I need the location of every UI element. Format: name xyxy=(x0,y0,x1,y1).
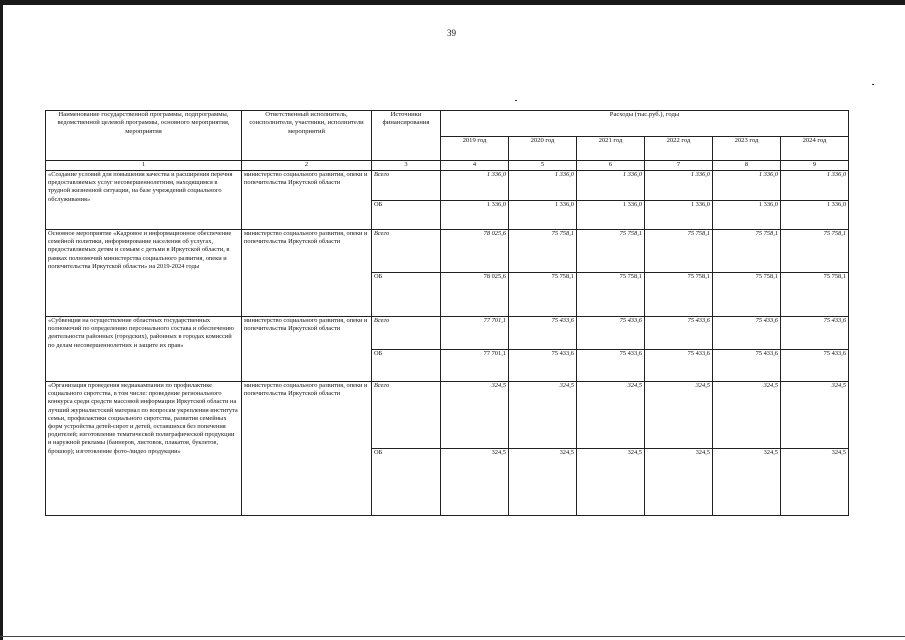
total-amount-cell: 324,5 xyxy=(645,382,713,449)
expenditure-table xyxy=(45,110,849,516)
total-amount-cell: 324,5 xyxy=(713,382,781,449)
header-year: 2024 год xyxy=(781,137,849,161)
header-year: 2020 год xyxy=(509,137,577,161)
ob-amount-cell: 75 758,1 xyxy=(713,273,781,317)
column-index: 8 xyxy=(713,161,781,171)
total-amount-cell: 75 758,1 xyxy=(645,230,713,273)
ob-amount-cell: 1 336,0 xyxy=(781,201,849,230)
ob-amount-cell: 75 758,1 xyxy=(645,273,713,317)
column-index: 3 xyxy=(372,161,441,171)
header-funding-source: Источники финансирования xyxy=(372,111,441,161)
ob-amount-cell: 324,5 xyxy=(645,449,713,516)
ob-amount-cell: 1 336,0 xyxy=(645,201,713,230)
scan-top-border xyxy=(0,0,905,5)
total-amount-cell: 1 336,0 xyxy=(645,171,713,201)
ob-amount-cell: 75 433,6 xyxy=(577,350,645,382)
total-amount-cell: 324,5 xyxy=(509,382,577,449)
column-index: 4 xyxy=(441,161,509,171)
responsible-cell: министерство социального развития, опеки и попечительства Иркутской области xyxy=(242,382,372,516)
source-total-cell: Всего xyxy=(372,171,441,201)
column-index: 6 xyxy=(577,161,645,171)
column-index: 2 xyxy=(242,161,372,171)
source-total-cell: Всего xyxy=(372,230,441,273)
ob-amount-cell: 75 433,6 xyxy=(713,350,781,382)
column-index: 5 xyxy=(509,161,577,171)
total-amount-cell: 1 336,0 xyxy=(713,171,781,201)
ob-amount-cell: 1 336,0 xyxy=(577,201,645,230)
total-amount-cell: 1 336,0 xyxy=(509,171,577,201)
ob-amount-cell: 75 758,1 xyxy=(577,273,645,317)
ob-amount-cell: 75 758,1 xyxy=(509,273,577,317)
responsible-cell: министерство социального развития, опеки и попечительства Иркутской области xyxy=(242,317,372,382)
responsible-cell: министерство социального развития, опеки и попечительства Иркутской области xyxy=(242,230,372,317)
total-amount-cell: 1 336,0 xyxy=(441,171,509,201)
column-index: 1 xyxy=(46,161,242,171)
ob-amount-cell: 324,5 xyxy=(441,449,509,516)
header-year: 2019 год xyxy=(441,137,509,161)
ob-amount-cell: 75 433,6 xyxy=(509,350,577,382)
total-amount-cell: 75 433,6 xyxy=(713,317,781,350)
total-amount-cell: 77 701,1 xyxy=(441,317,509,350)
header-year: 2022 год xyxy=(645,137,713,161)
total-amount-cell: 78 025,6 xyxy=(441,230,509,273)
program-name-cell: «Создание условий для повышения качества и расширения перечня предоставляемых услуг несовершеннолетним, находящимся в трудной жизненной ситуации, на базе учреждений социального обслуживания» xyxy=(46,171,242,230)
total-amount-cell: 75 433,6 xyxy=(781,317,849,350)
source-total-cell: Всего xyxy=(372,382,441,449)
total-amount-cell: 75 758,1 xyxy=(781,230,849,273)
ob-amount-cell: 1 336,0 xyxy=(713,201,781,230)
total-amount-cell: 75 433,6 xyxy=(509,317,577,350)
program-name-cell: «Субвенция на осуществление областных государственных полномочий по определению персонального состава и обеспечению деятельности районных (городских), районных в городах комиссий по делам несовершеннолетних и защите их прав» xyxy=(46,317,242,382)
program-name-cell: «Организация проведения медиакампании по профилактике социального сиротства, в том числе: проведение регионального конкурса среди средств массовой информации Иркутской области на лучший журналистский материал по вопросам укрепления института семьи, профилактики социального сиротства, развития семейных форм устройства детей-сирот и детей, оставшихся без попечения родителей; изготовление тематической полиграфической продукции и наружной рекламы (баннеров, листовок, плакатов, буклетов, брошюр); изготовление фото-/видео продукции» xyxy=(46,382,242,516)
ob-amount-cell: 324,5 xyxy=(509,449,577,516)
total-amount-cell: 75 758,1 xyxy=(713,230,781,273)
total-amount-cell: 324,5 xyxy=(441,382,509,449)
header-responsible: Ответственный исполнитель, соисполнители, участники, исполнители мероприятий xyxy=(242,111,372,161)
source-ob-cell: ОБ xyxy=(372,201,441,230)
program-name-cell: Основное мероприятие «Кадровое и информационное обеспечение семейной политики, информирование населения об услугах, предоставляемых детям и семьям с детьми в Иркутской области, в рамках полномочий министерства социального развития, опеки и попечительства Иркутской области» на 2019-2024 годы xyxy=(46,230,242,317)
ob-amount-cell: 75 758,1 xyxy=(781,273,849,317)
total-amount-cell: 324,5 xyxy=(577,382,645,449)
ob-amount-cell: 324,5 xyxy=(781,449,849,516)
ob-amount-cell: 75 433,6 xyxy=(781,350,849,382)
header-expenses: Расходы (тыс.руб.), годы xyxy=(441,111,849,137)
ob-amount-cell: 78 025,6 xyxy=(441,273,509,317)
source-total-cell: Всего xyxy=(372,317,441,350)
header-year: 2023 год xyxy=(713,137,781,161)
total-amount-cell: 1 336,0 xyxy=(781,171,849,201)
scan-left-border xyxy=(0,0,3,640)
total-amount-cell: 324,5 xyxy=(781,382,849,449)
ob-amount-cell: 75 433,6 xyxy=(645,350,713,382)
total-amount-cell: 75 433,6 xyxy=(645,317,713,350)
page-number: 39 xyxy=(447,28,456,38)
header-year: 2021 год xyxy=(577,137,645,161)
total-amount-cell: 1 336,0 xyxy=(577,171,645,201)
ob-amount-cell: 77 701,1 xyxy=(441,350,509,382)
ob-amount-cell: 1 336,0 xyxy=(509,201,577,230)
scan-speck xyxy=(515,100,517,101)
source-ob-cell: ОБ xyxy=(372,449,441,516)
ob-amount-cell: 324,5 xyxy=(713,449,781,516)
header-program-name: Наименование государственной программы, подпрограммы, ведомственной целевой программы, основного мероприятия, мероприятия xyxy=(46,111,242,161)
total-amount-cell: 75 758,1 xyxy=(577,230,645,273)
source-ob-cell: ОБ xyxy=(372,350,441,382)
total-amount-cell: 75 758,1 xyxy=(509,230,577,273)
total-amount-cell: 75 433,6 xyxy=(577,317,645,350)
responsible-cell: министерство социального развития, опеки и попечительства Иркутской области xyxy=(242,171,372,230)
ob-amount-cell: 324,5 xyxy=(577,449,645,516)
scan-speck xyxy=(872,84,874,85)
column-index: 7 xyxy=(645,161,713,171)
ob-amount-cell: 1 336,0 xyxy=(441,201,509,230)
scan-bottom-line xyxy=(0,636,905,637)
column-index: 9 xyxy=(781,161,849,171)
source-ob-cell: ОБ xyxy=(372,273,441,317)
